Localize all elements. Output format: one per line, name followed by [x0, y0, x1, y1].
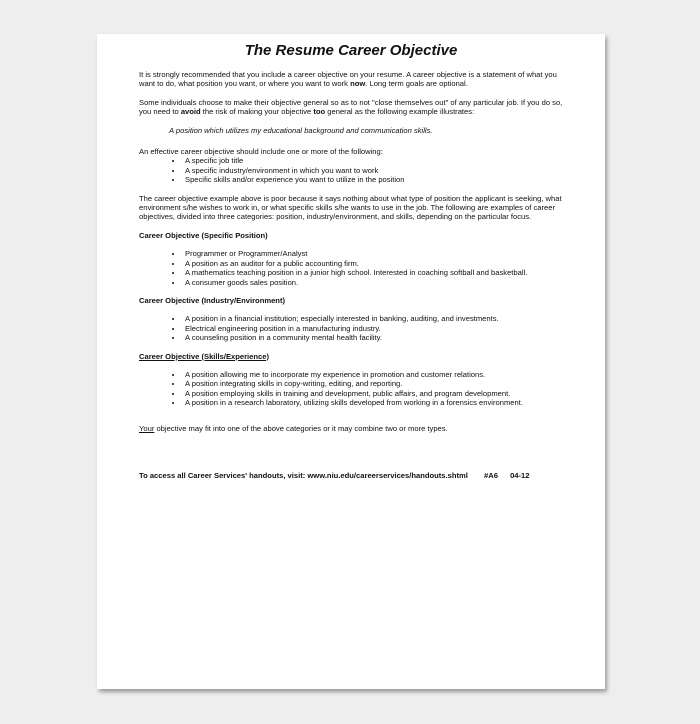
- list-item: • Programmer or Programmer/Analyst: [183, 249, 563, 258]
- list-item: • A position as an auditor for a public accounting firm.: [183, 259, 563, 268]
- list-item: • A position in a research laboratory, utilizing skills developed from working in a forensics environment.: [183, 398, 563, 407]
- position-list: [139, 249, 563, 287]
- skills-list: [139, 370, 563, 408]
- list-item: • A position in a financial institution; especially interested in banking, auditing, and investments.: [183, 314, 563, 323]
- general-paragraph: [139, 98, 563, 117]
- closing-your: Your: [139, 423, 155, 433]
- list-item: • A specific job title: [183, 156, 563, 165]
- page-title: The Resume Career Objective: [244, 42, 458, 59]
- list-item: • A specific industry/environment in which you want to work: [183, 166, 563, 175]
- list-item: • A counseling position in a community mental health facility.: [183, 333, 563, 342]
- section-heading-position: Career Objective (Specific Position): [139, 230, 268, 240]
- footer-link-text: To access all Career Services' handouts, visit: www.niu.edu/careerservices/handouts.shtml: [139, 470, 468, 480]
- include-intro: An effective career objective should include one or more of the following:: [139, 147, 383, 157]
- general-text-a: Some individuals choose to make their objective general so as to not "close themselves out" of any particular job. If you do so, you need to: [139, 97, 563, 117]
- list-item: • A position integrating skills in copy-writing, editing, and reporting.: [183, 379, 563, 388]
- section-heading-industry: Career Objective (Industry/Environment): [139, 295, 286, 305]
- list-item: • Electrical engineering position in a manufacturing industry.: [183, 324, 563, 333]
- intro-text: It is strongly recommended that you include a career objective on your resume. A career objective is a statement of what you want to do, what position you want, or where you want to work: [139, 70, 557, 89]
- intro-bold-now: now: [350, 79, 366, 89]
- too-word: too: [313, 107, 326, 117]
- footer: [139, 471, 563, 480]
- avoid-word: avoid: [180, 107, 201, 117]
- footer-date: 04-12: [510, 470, 530, 480]
- list-item: • A position allowing me to incorporate my experience in promotion and customer relations.: [183, 370, 563, 379]
- explanation-paragraph: The career objective example above is poor because it says nothing about what type of position the applicant is seeking, what environment s/he wishes to work in, or what specific skills s/he wants to use in the job. The following are examples of career objectives, divided into three categories: position, industry/environment, and skills, depending on the particular focus.: [139, 193, 562, 222]
- include-list: [139, 156, 563, 184]
- general-text-b: the risk of making your objective: [200, 107, 314, 117]
- list-item: • A mathematics teaching position in a junior high school. Interested in coaching softball and basketball.: [183, 268, 563, 277]
- list-item: • A position employing skills in training and development, public affairs, and program development.: [183, 389, 563, 398]
- intro-end: . Long term goals are optional.: [365, 79, 468, 89]
- closing-text: objective may fit into one of the above categories or it may combine two or more types.: [154, 423, 448, 433]
- poor-example: A position which utilizes my educational background and communication skills.: [169, 125, 433, 135]
- footer-code: #A6: [484, 470, 498, 480]
- industry-list: [139, 314, 563, 342]
- document-page: [97, 34, 605, 689]
- list-item: • A consumer goods sales position.: [183, 278, 563, 287]
- closing-paragraph: [139, 424, 563, 433]
- section-heading-skills: Career Objective (Skills/Experience): [139, 351, 270, 361]
- intro-paragraph: [139, 70, 563, 89]
- list-item: • Specific skills and/or experience you want to utilize in the position: [183, 175, 563, 184]
- general-text-c: general as the following example illustrates:: [325, 107, 475, 117]
